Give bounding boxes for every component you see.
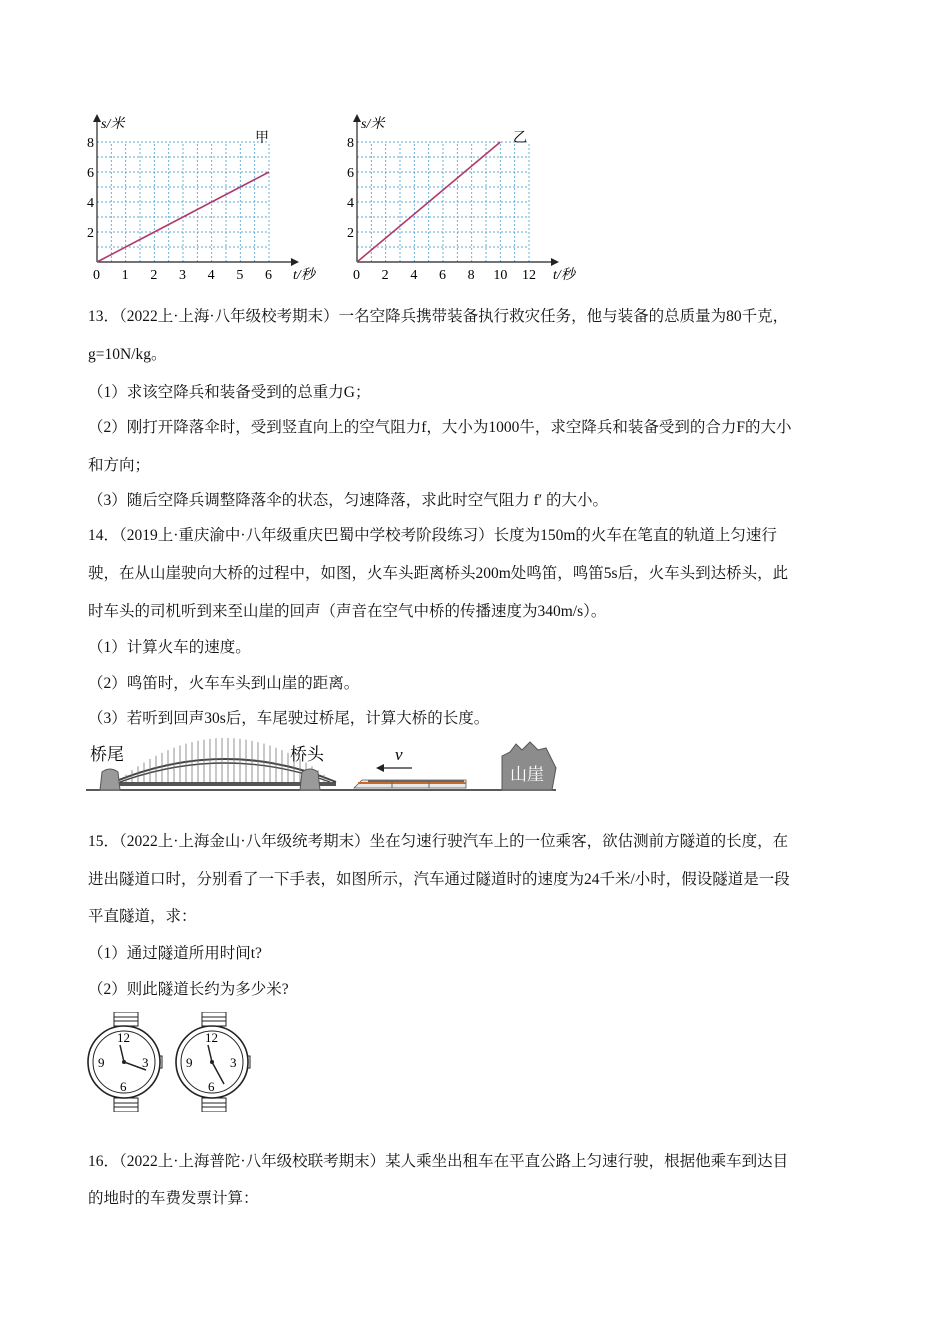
x-tick-label: 4 [410, 268, 418, 283]
bridge-tail-label: 桥尾 [90, 745, 124, 764]
chart-jia [85, 112, 325, 284]
chart-title: 甲 [255, 131, 269, 146]
y-tick-label: 4 [347, 196, 354, 211]
q16-stem-line1: 16．（2022上·上海普陀·八年级校联考期末）某人乘坐出租车在平直公路上匀速行驶，根据他乘车到达目 [88, 1153, 789, 1170]
q15-stem-line2: 进出隧道口时，分别看了一下手表，如图所示，汽车通过隧道时的速度为24千米/小时，假设隧道是一段 [88, 871, 790, 888]
y-tick-label: 8 [87, 136, 94, 151]
q14-sub3: （3）若听到回声30s后，车尾驶过桥尾，计算大桥的长度。 [88, 710, 490, 727]
q14-sub1: （1）计算火车的速度。 [88, 639, 251, 656]
clock-9: 9 [98, 1055, 105, 1070]
q13-sub1: （1）求该空降兵和装备受到的总重力G； [88, 384, 371, 401]
x-tick-label: 4 [207, 268, 215, 283]
q13-sub2-line1: （2）刚打开降落伞时，受到竖直向上的空气阻力f，大小为1000牛，求空降兵和装备受到的合力F的大小 [88, 419, 792, 436]
clock-3: 3 [230, 1055, 237, 1070]
y-tick-label: 6 [347, 166, 354, 181]
q14-stem-line2: 驶，在从山崖驶向大桥的过程中，如图，火车头距离桥头200m处鸣笛，鸣笛5s后，火车头到达桥头，此 [88, 565, 789, 582]
y-axis-label: s/米 [361, 117, 385, 132]
q13-stem-line2: g=10N/kg。 [88, 346, 167, 363]
x-tick-label: 2 [150, 268, 158, 283]
velocity-label: v [395, 745, 403, 764]
x-tick-label: 8 [467, 268, 475, 283]
chart-title: 乙 [513, 131, 527, 146]
clock-12: 12 [117, 1030, 130, 1045]
x-tick-label: 3 [179, 268, 186, 283]
x-tick-label: 0 [93, 268, 100, 283]
q15-sub1: （1）通过隧道所用时间t? [88, 945, 262, 962]
clock-9: 9 [186, 1055, 193, 1070]
clock-6: 6 [208, 1079, 215, 1094]
q15-stem-line1: 15．（2022上·上海金山·八年级统考期末）坐在匀速行驶汽车上的一位乘客，欲估测前方隧道的长度，在 [88, 833, 789, 850]
q13-sub2-line2: 和方向； [88, 457, 151, 474]
x-tick-label: 10 [493, 268, 508, 283]
q14-stem-line3: 时车头的司机听到来至山崖的回声（声音在空气中桥的传播速度为340m/s）。 [88, 603, 607, 620]
q15-stem-line3: 平直隧道，求： [88, 908, 197, 925]
bridge-head-label: 桥头 [290, 745, 324, 764]
q16-stem-line2: 的地时的车费发票计算： [88, 1190, 259, 1207]
clock-6: 6 [120, 1079, 127, 1094]
y-axis-label: s/米 [101, 117, 125, 132]
clock-3: 3 [142, 1055, 149, 1070]
x-axis-label: t/秒 [553, 268, 575, 283]
train-icon [354, 780, 466, 788]
q14-sub2: （2）鸣笛时，火车车头到山崖的距离。 [88, 675, 360, 692]
watch-entry [86, 1012, 166, 1112]
watch-exit [174, 1012, 254, 1112]
chart-yi [343, 112, 583, 284]
x-tick-label: 12 [522, 268, 536, 283]
y-tick-label: 4 [87, 196, 94, 211]
bridge-train-cliff-figure [86, 738, 576, 798]
cliff-label: 山崖 [510, 765, 544, 784]
q13-stem-line1: 13．（2022上·上海·八年级校考期末）一名空降兵携带装备执行救灾任务，他与装备的总质量为80千克， [88, 308, 789, 325]
y-tick-label: 8 [347, 136, 354, 151]
q13-sub3: （3）随后空降兵调整降落伞的状态，匀速降落，求此时空气阻力 f′ 的大小。 [88, 492, 609, 509]
x-tick-label: 6 [265, 268, 272, 283]
q15-sub2: （2）则此隧道长约为多少米? [88, 981, 289, 998]
x-axis-label: t/秒 [293, 268, 315, 283]
x-tick-label: 0 [353, 268, 360, 283]
clock-12: 12 [205, 1030, 218, 1045]
x-tick-label: 1 [121, 268, 129, 283]
x-tick-label: 6 [439, 268, 446, 283]
q14-stem-line1: 14．（2019上·重庆渝中·八年级重庆巴蜀中学校考阶段练习）长度为150m的火车在笔直的轨道上匀速行 [88, 527, 777, 544]
y-tick-label: 2 [347, 226, 354, 241]
y-tick-label: 6 [87, 166, 94, 181]
x-tick-label: 2 [381, 268, 389, 283]
y-tick-label: 2 [87, 226, 94, 241]
x-tick-label: 5 [236, 268, 244, 283]
